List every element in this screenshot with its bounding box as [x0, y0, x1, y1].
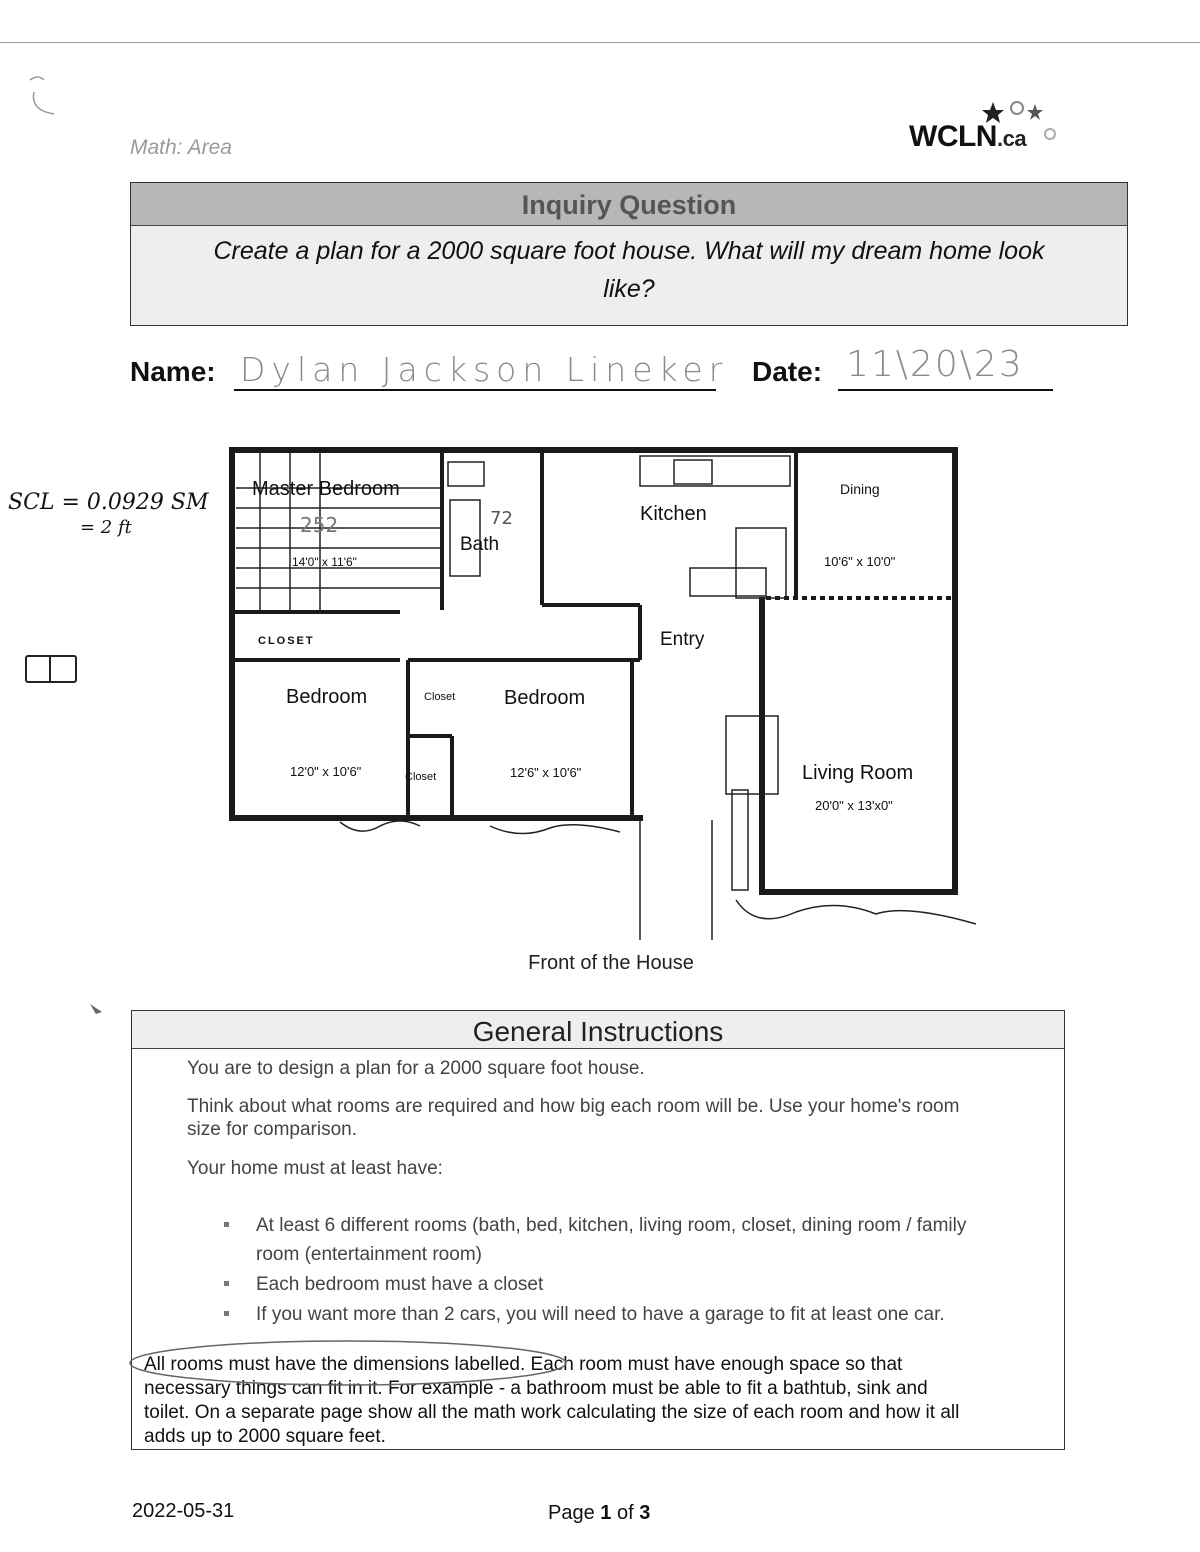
- room-master-bedroom-note: 252: [300, 513, 339, 537]
- general-instructions-box: [131, 1010, 1065, 1450]
- footer-page-number: Page 1 of 3: [548, 1502, 651, 1524]
- room-bedroom-2-size: 12'6" x 10'6": [510, 765, 582, 780]
- room-dining: Dining: [840, 481, 880, 497]
- scan-mark: [30, 77, 44, 80]
- room-bedroom-1-size: 12'0" x 10'6": [290, 764, 362, 779]
- scan-top-line: [0, 42, 1200, 43]
- margin-doodle: [26, 656, 76, 682]
- instructions-p3: Your home must at least have:: [187, 1158, 443, 1179]
- room-living-room: Living Room: [802, 762, 914, 784]
- footer-date: 2022-05-31: [132, 1500, 235, 1522]
- inquiry-question-line1: Create a plan for a 2000 square foot house. What will my dream home look: [213, 237, 1045, 265]
- margin-note-scale-2: = 2 ft: [80, 517, 132, 538]
- instructions-p2-line1: Think about what rooms are required and how big each room will be. Use your home's room: [187, 1096, 960, 1117]
- room-master-bedroom-size: 14'0" x 11'6": [292, 555, 357, 569]
- room-entry: Entry: [660, 629, 705, 650]
- room-bath-note: 72: [490, 508, 513, 529]
- inquiry-question: [131, 226, 1127, 308]
- date-label: Date:: [752, 356, 823, 387]
- plan-caption: Front of the House: [528, 952, 694, 974]
- room-bedroom-2: Bedroom: [504, 687, 586, 709]
- list-item: If you want more than 2 cars, you will need to have a garage to fit at least one car.: [224, 1300, 1044, 1329]
- date-underline: [838, 389, 1053, 391]
- scan-mark: [33, 92, 54, 114]
- closet-label-2: Closet: [405, 771, 437, 783]
- room-master-bedroom: Master Bedroom: [252, 478, 400, 500]
- room-living-room-size: 20'0" x 13'x0": [815, 798, 893, 813]
- subject-label: Math: Area: [130, 136, 232, 159]
- margin-note-scale: SCL = 0.0929 SM: [8, 490, 209, 515]
- list-item: Each bedroom must have a closet: [224, 1270, 1044, 1299]
- instructions-p1: You are to design a plan for a 2000 square foot house.: [187, 1058, 645, 1079]
- inquiry-box: [130, 182, 1128, 326]
- room-bath: Bath: [460, 534, 500, 555]
- name-underline: [234, 389, 716, 391]
- inquiry-title: Inquiry Question: [131, 183, 1127, 226]
- logo-text: WCLN.ca: [909, 120, 1027, 153]
- name-label: Name:: [130, 356, 216, 387]
- date-value[interactable]: 11\20\23: [846, 344, 1024, 385]
- name-value[interactable]: Dylan Jackson Lineker: [240, 350, 729, 389]
- list-item: At least 6 different rooms (bath, bed, kitchen, living room, closet, dining room / family room (entertainment room): [224, 1211, 1044, 1269]
- general-instructions-title: General Instructions: [132, 1011, 1064, 1049]
- room-kitchen: Kitchen: [640, 503, 707, 525]
- closet-label-1: Closet: [424, 691, 456, 703]
- requirements-list: [224, 1211, 1044, 1330]
- instructions-closing: All rooms must have the dimensions labelled. Each room must have enough space so that necessary things can fit in it. For example - a bathroom must be able to fit a bathtub, sink and toilet. On a separate page show all the math work calculating the size of each room and how it all adds up to 2000 square feet.: [144, 1354, 960, 1447]
- inquiry-question-line2: like?: [603, 275, 655, 303]
- instructions-p2-line2: size for comparison.: [187, 1119, 358, 1140]
- room-dining-size: 10'6" x 10'0": [824, 554, 896, 569]
- room-bedroom-1: Bedroom: [286, 686, 368, 708]
- closet-handwritten: CLOSET: [258, 635, 315, 647]
- wcln-logo: [905, 98, 1065, 160]
